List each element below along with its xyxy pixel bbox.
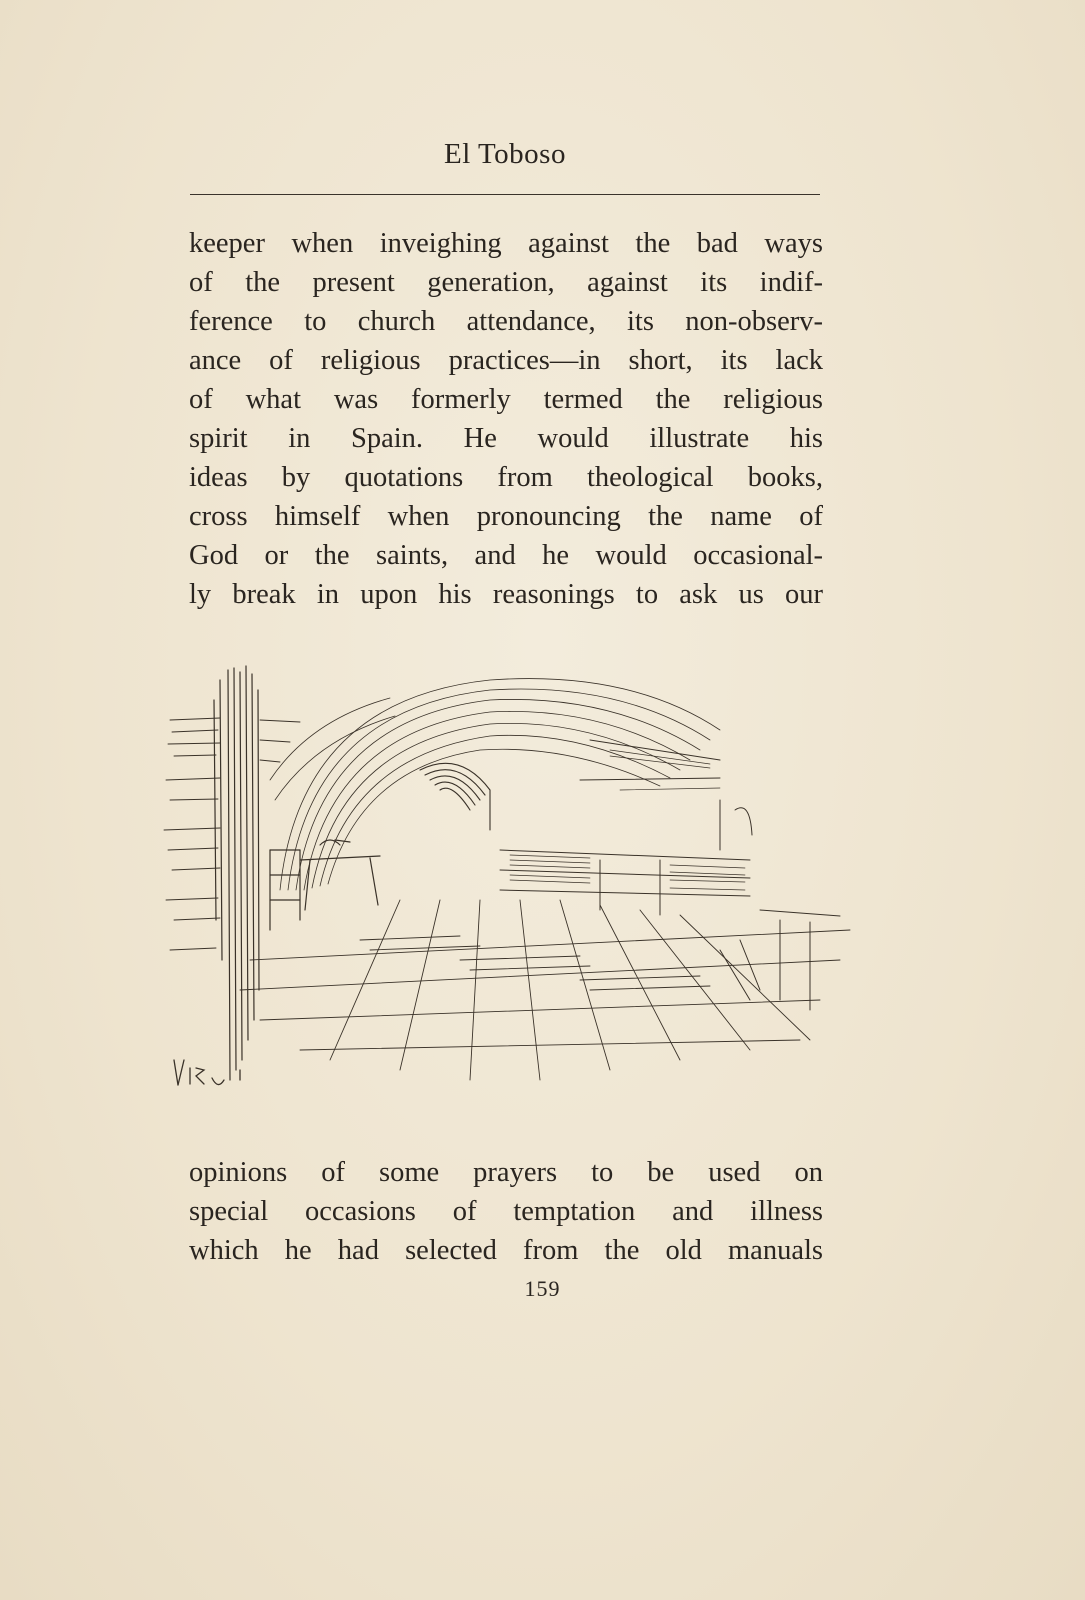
inner-arch	[420, 763, 490, 830]
text-line: keeper when inveighing against the bad ways	[189, 228, 823, 259]
header-rule	[190, 194, 820, 195]
right-hatching	[510, 750, 745, 890]
page-number: 159	[524, 1276, 561, 1301]
table-and-chair	[270, 840, 380, 930]
left-wall-post	[214, 666, 259, 1080]
text-line: ly break in upon his reasonings to ask us our	[189, 579, 823, 610]
text-line: opinions of some prayers to be used on	[189, 1157, 823, 1188]
text-line: which he had selected from the old manuals	[189, 1235, 823, 1266]
text-line: of the present generation, against its indif-	[189, 267, 823, 298]
text-line: cross himself when pronouncing the name of	[189, 501, 823, 532]
right-furniture	[500, 740, 840, 1010]
paragraph-bottom	[189, 1153, 823, 1270]
text-line: ance of religious practices—in short, its lack	[189, 345, 823, 376]
text-line: of what was formerly termed the religious	[189, 384, 823, 415]
running-head: El Toboso	[444, 138, 566, 170]
left-wall-hatching	[164, 718, 300, 950]
tiled-floor	[240, 900, 850, 1080]
text-line: ference to church attendance, its non-observ-	[189, 306, 823, 337]
text-line: special occasions of temptation and illness	[189, 1196, 823, 1227]
paragraph-top	[189, 224, 823, 614]
text-line: spirit in Spain. He would illustrate his	[189, 423, 823, 454]
cellar-illustration	[160, 660, 860, 1120]
text-line: ideas by quotations from theological books,	[189, 462, 823, 493]
text-line: God or the saints, and he would occasional-	[189, 540, 823, 571]
